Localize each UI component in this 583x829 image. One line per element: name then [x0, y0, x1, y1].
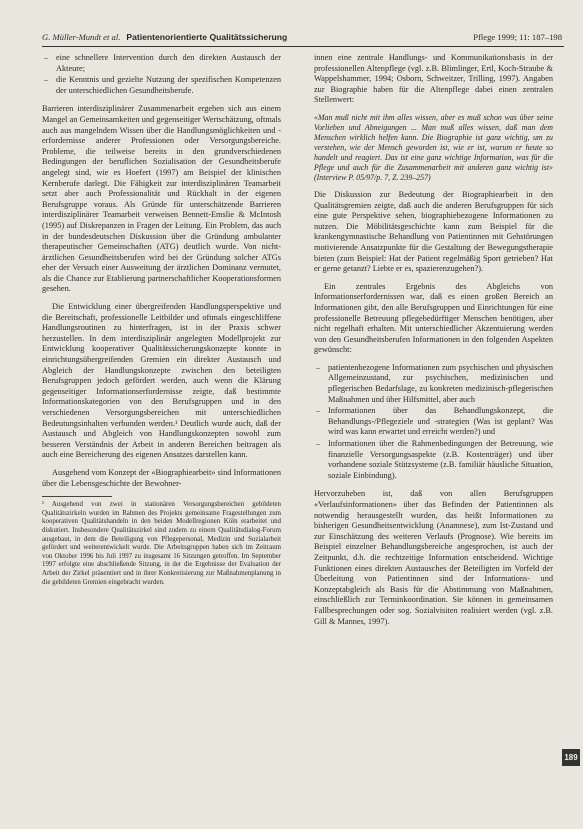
header-left	[42, 32, 287, 42]
right-bullet-3: – Informationen über die Rahmenbedingungen der Betreuung, wie finanzielle Versorgungsaspekte (z.B. Kostenträger) und über vorhandene soziale Stützsysteme (z.B. familiär häusliche Situation, soziale Einbindung).	[314, 439, 553, 481]
right-bullet-2: – Informationen über das Behandlungskonzept, die Behandlungs-/Pflegeziele und -strategien (Was ist geplant? Was wird was kann erwartet und erreicht werden?) und	[314, 406, 553, 438]
right-column	[314, 53, 553, 634]
header-title: Patientenorientierte Qualitätssicherung	[126, 32, 288, 42]
right-paragraph-4: Hervorzuheben ist, daß von allen Berufsgruppen «Verlaufsinformationen» über das Befinden der Patientinnen als notwendig herausgestellt wurden, das heißt Informationen zu bisherigen Gesundheitsentwicklung (Anamnese), zum Ist-Zustand und zur Einschätzung des weiteren Verlaufs (Prognose). Wie bereits im Beispiel einzelner Behandlungsbereiche angesprochen, ist auch der Zeitpunkt, d.h. die rechtzeitige Information entscheidend. Wichtige Funktionen eines direkten Austausches der Beteiligten im Vorfeld der Überleitung von Patientinnen sind der Informations- und Konzeptabgleich als Basis für die Abstimmung von Maßnahmen, einschließlich zur Terminkoordination. Sie können in gemeinsamen Fallbesprechungen oder sog. Sozialvisiten realisiert werden (vgl. z.B. Gill & Mannes, 1997).	[314, 489, 553, 626]
footnote-rule	[42, 496, 112, 497]
right-paragraph-1: innen eine zentrale Handlungs- und Kommunikationsbasis in der professionellen Altenpflege (vgl. z.B. Blimlinger, Ertl, Koch-Straube & Wappelshammer, 1994; Osborn, Schweitzer, Trilling, 1997). Angaben zur Biographie haben für die Altenpflege dabei einen zentralen Stellenwert:	[314, 53, 553, 105]
right-paragraph-2: Die Diskussion zur Bedeutung der Biographiearbeit in den Qualitätsgremien zeigte, daß auch die anderen Berufsgruppen für sich eine gute Perspektive sehen, biographiebezogene Informationen zu nutzen. Die Möbilitätsgeschichte kann zum Beispiel für die krankengymnastische Behandlung von Patientinnen mit Gehstörungen motivierende Ansatzpunkte für die Gestaltung der Bewegungstherapie bieten (zum Beispiel: Hat der Patient regelmäßig Sport getrieben? Hat er gerne getanzt? Liebte er es, spazierenzugehen?).	[314, 189, 553, 274]
header-journal: Pflege 1999; 11: 187–198	[473, 32, 562, 42]
left-column	[42, 53, 281, 587]
footnote: ¹ Ausgehend von zwei in stationären Versorgungsbereichen gebildeten Qualitätszirkeln wurden im Rahmen des Projekts gemeinsame Fragestellungen zum kooperativen Qualitätshandeln in den beiden Modellregionen Köln erarbeitet und diskutiert. Insbesondere Qualitätszirkel sind zudem zu einem Qualitätsdialog-Forum ausgebaut, in dem die Beteiligung von Pflegepersonal, Medizin und Sozialarbeit gefördert und weiterentwickelt wurde. Die Arbeitsgruppen haben sich im Zeitraum von Oktober 1996 bis Juli 1997 zu insgesamt 16 Sitzungen getroffen. Im September 1997 erfolgte eine abschließende Sitzung, in der die Ergebnisse der Evaluation der Arbeit der Zirkel präsentiert und in ihrer Konkretisierung zur Maßnahmenplanung in die gebildeten Gremien eingebracht wurden.	[42, 501, 281, 586]
right-paragraph-3: Ein zentrales Ergebnis des Abgleichs von Informationserfordernissen war, daß es einen großen Bereich an Informationen gibt, den alle Berufsgruppen und Einrichtungen für eine professionelle Betreuung pflegebedürftiger Menschen benötigen, aber nicht regelhaft erhalten. Mit unterschiedlicher Akzentuierung werden von den Gesundheitsberufen Informationen in den folgenden Aspekten gewünscht:	[314, 281, 553, 355]
running-header	[42, 32, 562, 46]
header-authors: G. Müller-Mundt et al.	[42, 32, 121, 42]
left-bullet-1: – eine schnellere Intervention durch den direkten Austausch der Akteure;	[42, 53, 281, 74]
right-bullet-1: – patientenbezogene Informationen zum psychischen und physischen Allgemeinzustand, zur psychischen, medizinischen und pflegerischen Bedarfslage, zu konkreten medizinisch-pflegerischen Maßnahmen und über Hilfsmittel, aber auch	[314, 363, 553, 405]
interview-quote: «Man muß nicht mit ihm alles wissen, aber es muß schon was über seine Vorlieben und Abneigungen ... Man muß alles wissen, daß man dem Menschen wirklich helfen kann. Die Biographie ist ganz wichtig, um zu verstehen, wie der Mensch geworden ist, wie er ist, warum er heute so handelt und reagiert. Das ist eine ganz wichtige Information, was für die Pflege und auch für die Zusammenarbeit mit anderen ganz wichtig ist» (Interview P. 05/97/p. 7, Z. 239–257)	[314, 112, 553, 182]
left-bullet-2: – die Kenntnis und gezielte Nutzung der spezifischen Kompetenzen der unterschiedlichen Gesundheitsberufe.	[42, 75, 281, 96]
left-paragraph-3: Ausgehend vom Konzept der «Biographiearbeit» sind Informationen über die Lebensgeschichte der Bewohner-	[42, 467, 281, 488]
left-bullet-list	[42, 53, 281, 96]
left-paragraph-2: Die Entwicklung einer übergreifenden Handlungsperspektive und die Bereitschaft, professionelle Leitbilder und oftmals eingeschliffene Handlungsroutinen zu hinterfragen, ist in der Praxis schwer herzustellen. In dem interdisziplinär angelegten Modellprojekt zur Entwicklung kooperativer Qualitätssicherungskonzepte konnte in einrichtungsübergreifenden Gremien ein direkter Austausch und Abgleich der Handlungskonzepte zwischen den beteiligten Berufsgruppen jedoch gefördert werden, auch wenn die Klärung gegenseitiger Informationserfordernisse zeigte, daß bestimmte Informationskategorien von den Berufsgruppen und in den verschiedenen Versorgungsbereichen mit unterschiedlichen Bedeutungsinhalten verbunden werden.¹ Deutlich wurde auch, daß der Austausch und Abgleich von Handlungskonzepten sowohl zum besseren Verständnis der Arbeit in anderen Bereichen beitragen als auch eine Bereicherung des eigenen Ansatzes darstellen kann.	[42, 302, 281, 460]
right-bullet-list	[314, 363, 553, 482]
header-rule	[42, 46, 564, 47]
left-paragraph-1: Barrieren interdisziplinärer Zusammenarbeit ergeben sich aus einem Mangel an Gemeinsamkeiten und gegenseitiger Wertschätzung, oftmals auch aus mangelndem Wissen über die Handlungsmöglichkeiten und -erfordernisse anderer Professionen oder Versorgungsbereiche. Probleme, die teilweise bereits in den grundverschiedenen Bedingungen der beruflichen Sozialisation der Gesundheitsberufe angelegt sind, wie es Hoefert (1997) am Beispiel der klinischen Kernberufe darlegt. Die Fähigkeit zur interdisziplinären Teamarbeit setzt aber auch Professionalität und Rückhalt in der eigenen Berufsgruppe voraus. Als Gründe für unterschätzende Barrieren interdisziplinärer Teamarbeit verweisen Bennett-Emslie & McIntosh (1995) auf Diskrepanzen in Fragen der Leitung. Ein Problem, das auch in der bundesdeutschen Diskussion über die Gründung ambulanter therapeutischer Gemeinschaften (ATG) deutlich wurde. Von nicht-ärztlichen Gesundheitsberufen wird bei der Gründung solcher ATGs eher der Versuch einer Ausweitung der ärztlichen Dominanz vermutet, als die Chance zur Etablierung partnerschaftlicher Kooperationsformen gesehen.	[42, 104, 281, 294]
page-number: 189	[562, 749, 580, 766]
